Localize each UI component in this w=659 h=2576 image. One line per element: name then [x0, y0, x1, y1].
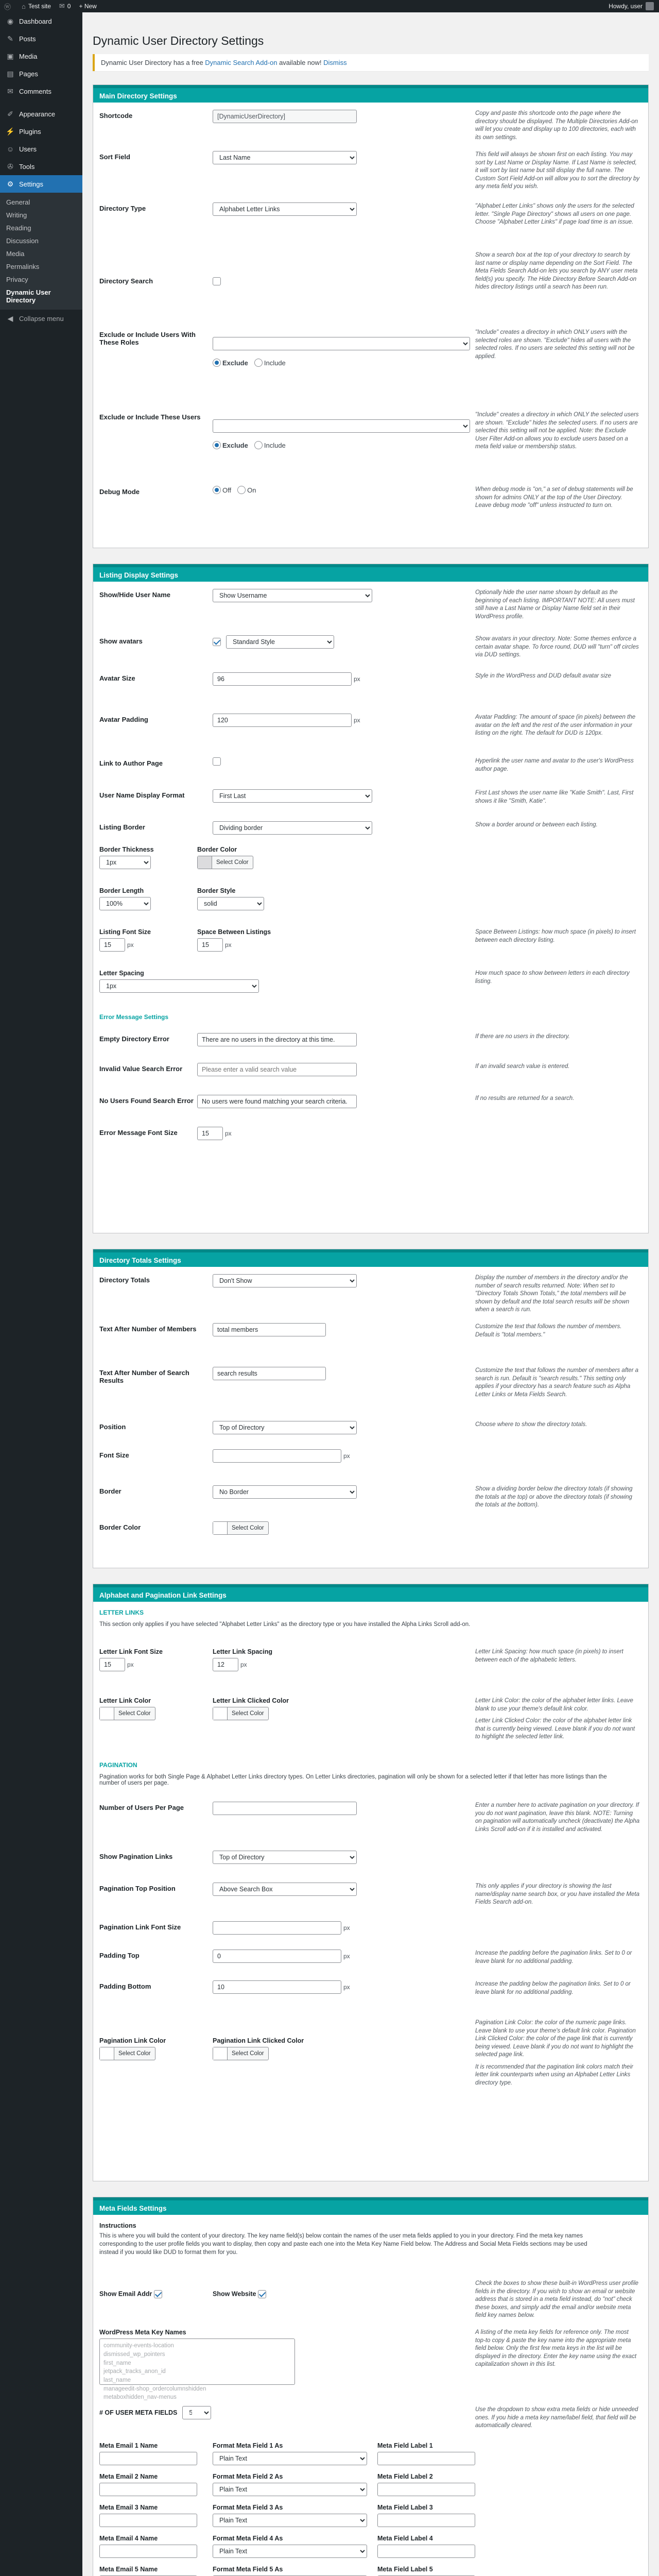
border-thickness-select[interactable]	[99, 856, 151, 869]
wrench-icon: ✇	[7, 162, 13, 171]
meta-field-row: Meta Email 3 Name Format Meta Field 3 As Plain Text Meta Field Label 3	[99, 2504, 642, 2535]
debug-help: When debug mode is "on," a set of debug statements will be shown for admins ONLY at the top of the User Directory. Leave debug mode "off" unless instructed to turn on.	[475, 486, 633, 509]
meta-format-select[interactable]	[213, 2483, 367, 2496]
errfont-label: Error Message Font Size	[99, 1129, 178, 1137]
admin-menu	[0, 12, 82, 2576]
menu-item-dashboard[interactable]: ◉ Dashboard	[0, 12, 82, 30]
border-color-picker[interactable]: Select Color	[197, 856, 253, 869]
border-length-select[interactable]	[99, 897, 151, 910]
listing-settings-section: Listing Display Settings Show/Hide User Name Show Username Optionally hide the user name shown by default as the beginning of each listing. IMPORTANT NOTE: All users must still have a Last Name or Display Name field set in their WordPress profile. Show avatars Standard Style Show avatars in your directory. Note: Some themes enforce a certain avatar shape. To force round, DUD will "turn" off circles via DUD settings. Avatar Size 96 px Style in the WordPress and DUD default avatar size Avatar Padding 120 px Avatar Padding: The amount of space (in pixels) between the avatar on the left and the rest of the user information in your listing on the right. The default for DUD is 120px. Link to Author Page Hyperlink the user name and avatar to the user's WordPress author page. User Name Display Format First Last First Last shows the user name like "Katie Smith". Last, First shows it like "Smith, Katie". Listing Border Dividing border Show a border around or between each listing. Border Thickness 1px Border Color Select Color Border Length 100% Border Style solid Listing Font Size 15px Space Between Listings 15px Space Between Listings: how much space (in pixels) to insert between each directory listing. Letter Spacing 1px How much space to show between letters in each directory listing. Error Message Settings Empty Directory Error There are no users in the directory at this time. If there are no users in the directory. Invalid Value Search Error Please enter a valid search value If an invalid search value is entered. No Users Found Search Error No users were found matching your search criteria. If no results are returned for a search. Error Message Font Size 15 px	[93, 564, 649, 1233]
menu-item-plugins[interactable]: ⚡ Plugins	[6, 127, 41, 135]
padding-top-input[interactable]	[213, 1950, 341, 1963]
updates-link[interactable]: ✉ 0	[59, 2, 71, 10]
showhide-label: Show/Hide User Name	[99, 591, 170, 599]
error-settings-heading: Error Message Settings	[99, 1013, 169, 1021]
submenu-item[interactable]: Privacy	[6, 276, 28, 283]
meta-field-row: Meta Email 1 Name Format Meta Field 1 As Plain Text Meta Field Label 1	[99, 2442, 642, 2473]
dirtype-label: Directory Type	[99, 205, 146, 212]
totals-border-color-picker[interactable]: Select Color	[213, 1521, 269, 1535]
exclude-roles-help: "Include" creates a directory in which ONLY users with the selected roles are shown. "Exclude" hides all users with the selected roles. If no users are selected this setting will not be applied.	[475, 329, 635, 360]
text-after-results-input[interactable]	[213, 1367, 326, 1380]
page-title: Dynamic User Directory Settings	[93, 34, 264, 47]
main-content	[93, 12, 649, 2576]
userdisp-help: First Last shows the user name like "Katie Smith". Last, First shows it like "Smith, Katie".	[475, 790, 634, 804]
meta-key-name-input[interactable]	[99, 2545, 197, 2558]
show-username-select[interactable]	[213, 589, 372, 602]
letter-links-heading: LETTER LINKS	[99, 1609, 144, 1616]
letter-link-spacing-input[interactable]	[213, 1658, 238, 1671]
sort-label: Sort Field	[99, 153, 130, 161]
border-style-select[interactable]	[197, 897, 264, 910]
meta-field-label-input[interactable]	[377, 2545, 475, 2558]
user-icon: ☺	[6, 145, 14, 153]
wordpress-logo[interactable]	[0, 0, 18, 12]
debug-on-radio[interactable]: On	[237, 486, 256, 494]
totals-settings-section: Directory Totals Settings Directory Totals Don't Show Display the number of members in the directory and/or the number of search results returned. Note: When set to "Directory Totals Shown Totals," the total members will be shown by default and the total search results will be shown when a search is run. Text After Number of Members total members Customize the text that follows the number of members. Default is "total members." Text After Number of Search Results search results Customize the text that follows the number of members after a search is run. Default is "search results." This setting only applies if your directory has a search feature such as Alpha Letter Links or Meta Fields Search. Position Top of Directory Choose where to show the directory totals. Font Size px Border No Border Show a dividing border below the directory totals (if showing the totals at the top) or above the directory totals (if showing the totals at the bottom). Border Color Select Color	[93, 1249, 649, 1568]
collapse-menu-button[interactable]: ◀ Collapse menu	[0, 310, 82, 327]
menu-item-settings[interactable]: ⚙ Settings	[0, 175, 82, 193]
sort-help: This field will always be shown first on each listing. You may sort by Last Name or Display Name. If Last Name is selected, it will sort by last name but still display the full name. The Custom Sort Field Add-on will allow you to sort the directory by any meta field you wish.	[475, 151, 640, 190]
pagination-font-input[interactable]	[213, 1921, 341, 1935]
border-label: Listing Border	[99, 823, 145, 831]
collapse-icon: ◀	[7, 314, 13, 323]
invalid-search-input[interactable]	[197, 1063, 357, 1076]
menu-item-pages[interactable]: ▤ Pages	[0, 65, 82, 82]
letter-link-font-input[interactable]	[99, 1658, 125, 1671]
space-between-input[interactable]	[197, 938, 223, 952]
shortcode-field[interactable]	[213, 110, 357, 123]
admin-bar	[0, 0, 659, 12]
submenu-item[interactable]: Dynamic User Directory	[6, 289, 51, 304]
section-header: Alphabet and Pagination Link Settings	[93, 1584, 648, 1602]
avsize-help: Style in the WordPress and DUD default avatar size	[475, 673, 611, 679]
meta-field-label-input[interactable]	[377, 2483, 475, 2496]
meta-key-name-input[interactable]	[99, 2514, 197, 2527]
avatar	[646, 2, 654, 10]
meta-field-row: Meta Email 5 Name Format Meta Field 5 As Plain Text Meta Field Label 5	[99, 2566, 642, 2576]
submenu-item[interactable]: Reading	[6, 224, 31, 232]
listing-font-size-input[interactable]	[99, 938, 125, 952]
empty-directory-input[interactable]	[197, 1033, 357, 1046]
submenu-item[interactable]: Writing	[6, 211, 27, 219]
avatars-label: Show avatars	[99, 637, 143, 645]
empty-label: Empty Directory Error	[99, 1035, 169, 1043]
section-header: Main Directory Settings	[93, 85, 648, 103]
page-icon: ▤	[7, 69, 14, 78]
user-account-menu[interactable]: Howdy, user	[609, 2, 659, 10]
show-email-checkbox[interactable]	[154, 2290, 162, 2298]
totals-font-size-input[interactable]	[213, 1449, 341, 1463]
exclude-roles-label: Exclude or Include Users With These Roles	[99, 331, 196, 346]
authorpage-help: Hyperlink the user name and avatar to the user's WordPress author page.	[475, 758, 634, 772]
avpad-label: Avatar Padding	[99, 716, 148, 723]
plug-icon: ⚡	[6, 127, 15, 135]
sort-field-select[interactable]	[213, 151, 357, 164]
meta-field-row: Meta Email 2 Name Format Meta Field 2 As Plain Text Meta Field Label 2	[99, 2473, 642, 2504]
letter-link-color-picker[interactable]: Select Color	[99, 1707, 155, 1720]
showhide-help: Optionally hide the user name shown by default as the beginning of each listing. IMPORTANT NOTE: All users must still have a Last Name or Display Name field set in their WordPress profile.	[475, 589, 635, 620]
notice-dismiss-link[interactable]: Dismiss	[323, 59, 347, 66]
home-icon: ⌂	[22, 2, 26, 10]
invalid-label: Invalid Value Search Error	[99, 1065, 183, 1073]
site-name-link[interactable]: ⌂ Test site	[22, 2, 51, 10]
directory-type-select[interactable]	[213, 202, 357, 216]
section-header: Listing Display Settings	[93, 564, 648, 582]
meta-key-name-input[interactable]	[99, 2452, 197, 2465]
settings-icon: ⚙	[7, 179, 14, 188]
meta-field-label-input[interactable]	[377, 2452, 475, 2465]
media-icon: ▣	[7, 52, 14, 60]
nousers-label: No Users Found Search Error	[99, 1097, 194, 1105]
search-help: Show a search box at the top of your directory to search by last name or display name depending on the Sort Field. The Meta Fields Search Add-on lets you search by ANY user meta field(s) you specify. The Hide Directory Before Search Add-on hides directory listings until a search has been run.	[475, 252, 638, 291]
submenu-item[interactable]: Permalinks	[6, 263, 40, 270]
shortcode-help: Copy and paste this shortcode onto the page where the directory should be displayed. The Multiple Directories Add-on will let you create and display up to 100 directories, each with its own settings.	[475, 110, 638, 141]
menu-item-comments[interactable]: ✉ Comments	[0, 82, 82, 100]
exclude-users-help: "Include" creates a directory in which ONLY the selected users are shown. "Exclude" hides the selected users. If no users are selected this setting will not be applied. Note: the Exclude User Filter Add-on allows you to exclude users based on a meta field value or membership status.	[475, 412, 639, 450]
error-font-size-input[interactable]	[197, 1127, 223, 1140]
include-roles-radio[interactable]: Include	[254, 359, 286, 367]
show-pagination-select[interactable]	[213, 1851, 357, 1864]
section-header: Meta Fields Settings	[93, 2197, 648, 2215]
brush-icon: ✐	[7, 109, 13, 118]
letterspace-help: How much space to show between letters in each directory listing.	[475, 970, 630, 985]
main-settings-section	[93, 84, 649, 548]
meta-field-row: Meta Email 4 Name Format Meta Field 4 As Plain Text Meta Field Label 4	[99, 2535, 642, 2566]
userdisp-label: User Name Display Format	[99, 791, 185, 799]
pagination-position-select[interactable]	[213, 1883, 357, 1896]
users-per-page-input[interactable]	[213, 1802, 357, 1815]
submenu-item[interactable]: General	[6, 198, 30, 206]
addon-notice: Dynamic User Directory has a free Dynamic Search Add-on available now! Dismiss	[93, 54, 649, 71]
alpha-settings-section: Alphabet and Pagination Link Settings LETTER LINKS This section only applies if you have selected "Alphabet Letter Links" as the directory type or you have installed the Alpha Links Scroll add-on. Letter Link Font Size 15px Letter Link Spacing 12px Letter Link Spacing: how much space (in pixels) to insert between each of the alphabetic letters. Letter Link Color Select Color Letter Link Clicked Color Select Color Letter Link Color: the color of the alphabet letter links. Leave blank to use your theme's default link color. Letter Link Clicked Color: the color of the alphabet letter link that is currently being viewed. Leave blank if you do not want to highlight the selected letter link. PAGINATION Pagination works for both Single Page & Alphabet Letter Links directory types. On Letter Links directories, pagination will only be shown for a selected letter if that letter has more listings than the number of users per page. Number of Users Per Page Enter a number here to activate pagination on your directory. If you do not want pagination, leave this blank. NOTE: Turning on pagination will automatically uncheck (deactivate) the Alpha Links Scroll add-on if it is installed and activated. Show Pagination Links Top of Directory Pagination Top Position Above Search Box This only applies if your directory is showing the last name/display name search box, or you have installed the Meta Fields Search add-on. Pagination Link Font Size px Padding Top 0 px Increase the padding before the pagination links. Set to 0 or leave blank for no additional padding. Padding Bottom 10 px Increase the padding below the pagination links. Set to 0 or leave blank for no additional padding. Pagination Link Color Select Color Pagination Link Clicked Color Select Color Pagination Link Color: the color of the numeric page links. Leave blank to use your theme's default link color. Pagination Link Clicked Color: the color of the page link that is currently being viewed. Leave blank if you do not want to highlight the selected page link. It is recommended that the pagination link colors match their letter link counterparts when using an Alphabet Letter Links directory type.	[93, 1584, 649, 2181]
debug-off-radio[interactable]: Off	[213, 486, 231, 494]
roles-select[interactable]	[213, 337, 470, 350]
meta-key-names-list[interactable]: community-events-location dismissed_wp_pointers first_name jetpack_tracks_anon_id last_name manageedit-shop_ordercolumnshidden metaboxhidden_nav-menus	[99, 2338, 295, 2385]
space-help: Space Between Listings: how much space (in pixels) to insert between each directory listing.	[475, 929, 636, 943]
comment-icon: ✉	[59, 2, 65, 10]
notice-addon-link[interactable]: Dynamic Search Add-on	[205, 59, 278, 66]
pagination-heading: PAGINATION	[99, 1761, 137, 1769]
meta-format-select[interactable]	[213, 2452, 367, 2465]
wordpress-icon: ⓦ	[4, 3, 11, 11]
show-avatars-checkbox[interactable]	[213, 638, 221, 646]
avatar-padding-input[interactable]	[213, 714, 352, 727]
avsize-label: Avatar Size	[99, 674, 135, 682]
avpad-help: Avatar Padding: The amount of space (in pixels) between the avatar on the left and the rest of the user information in your listing on the right. The default for DUD is 120px.	[475, 714, 636, 737]
submenu-item[interactable]: Media	[6, 250, 25, 258]
border-help: Show a border around or between each listing.	[475, 822, 598, 828]
avatar-style-select[interactable]	[226, 635, 334, 649]
meta-format-select[interactable]	[213, 2514, 367, 2527]
section-header: Directory Totals Settings	[93, 1249, 648, 1267]
meta-key-name-input[interactable]	[99, 2483, 197, 2496]
dashboard-icon: ◉	[7, 16, 14, 25]
menu-item-posts[interactable]: ✎ Posts	[0, 30, 82, 47]
no-users-input[interactable]	[197, 1095, 357, 1108]
user-name-format-select[interactable]	[213, 789, 372, 803]
new-content-link[interactable]: + New	[79, 3, 97, 10]
directory-search-checkbox[interactable]	[213, 277, 221, 285]
dirtype-help: "Alphabet Letter Links" shows only the users for the selected letter. "Single Page Directory" shows all users on one page. Choose "Alphabet Letter Links" if page load time is an issue.	[475, 203, 634, 226]
totals-position-select[interactable]	[213, 1421, 357, 1434]
comment-icon: ✉	[7, 87, 13, 95]
text-after-members-input[interactable]	[213, 1323, 326, 1336]
exclude-roles-radio[interactable]: Exclude	[213, 359, 248, 367]
meta-format-select[interactable]	[213, 2545, 367, 2558]
exclude-users-label: Exclude or Include These Users	[99, 413, 201, 421]
totals-border-select[interactable]	[213, 1485, 357, 1499]
letter-spacing-select[interactable]	[99, 979, 259, 993]
users-select[interactable]	[213, 419, 470, 433]
debug-label: Debug Mode	[99, 488, 140, 496]
shortcode-label: Shortcode	[99, 112, 133, 120]
num-meta-fields-select[interactable]	[182, 2406, 211, 2419]
authorpage-label: Link to Author Page	[99, 759, 163, 767]
pin-icon: ✎	[7, 34, 13, 43]
pagination-color-picker[interactable]: Select Color	[99, 2047, 155, 2060]
show-website-checkbox[interactable]	[258, 2290, 266, 2298]
exclude-users-radio[interactable]: Exclude	[213, 441, 248, 449]
avatar-size-input[interactable]	[213, 672, 352, 686]
meta-field-label-input[interactable]	[377, 2514, 475, 2527]
avatars-help: Show avatars in your directory. Note: Some themes enforce a certain avatar shape. To force round, DUD will "turn" off circles via DUD settings.	[475, 636, 639, 658]
search-label: Directory Search	[99, 277, 153, 285]
padding-bottom-input[interactable]	[213, 1980, 341, 1994]
submenu-item[interactable]: Discussion	[6, 237, 39, 245]
author-page-checkbox[interactable]	[213, 757, 221, 766]
pagination-clicked-color-picker[interactable]: Select Color	[213, 2047, 269, 2060]
menu-item-media[interactable]: ▣ Media	[0, 47, 82, 65]
settings-submenu	[0, 193, 82, 310]
menu-item-appearance[interactable]: ✐ Appearance	[0, 105, 82, 123]
letter-link-clicked-color-picker[interactable]: Select Color	[213, 1707, 269, 1720]
include-users-radio[interactable]: Include	[254, 441, 286, 449]
directory-totals-select[interactable]	[213, 1274, 357, 1287]
listing-border-select[interactable]	[213, 821, 372, 835]
menu-item-users[interactable]: ☺ Users	[0, 140, 82, 158]
menu-item-tools[interactable]: ✇ Tools	[0, 158, 82, 175]
meta-settings-section: Meta Fields Settings Instructions This is where you will build the content of your directory. The key name field(s) below contain the names of the user meta fields applied to you in your directory. Find the meta key names corresponding to the user profile fields you want to display, then copy and paste each one into the Meta Key Name Field below. The Address and Social Meta Fields sections may be used instead if you would like DUD to format them for you. Show Email Addr Show Website Check the boxes to show these built-in WordPress user profile fields in the directory. If you wish to show an email or website address that is stored in a meta field instead, do "not" check these boxes, and simply add the email and/or website meta field key names below. WordPress Meta Key Names community-events-location dismissed_wp_pointers first_name jetpack_tracks_anon_id last_name manageedit-shop_ordercolumnshidden metaboxhidden_nav-menus A listing of the meta key fields for reference only. The most top-to copy & paste the key name into the appropriate meta field below. Only the first few meta keys in the list will be displayed in the directory. Enter the key name using the exact capitalization shown in this list. # OF USER META FIELDS 5 Use the dropdown to show extra meta fields or hide unneeded ones. If you hide a meta key name/label field, that field will be automatically cleared. Meta Email 1 Name Format Meta Field 1 As Plain Text Meta Field Label 1 Meta Email 2 Name Format Meta Field 2 As Plain Text Meta Field Label 2 Meta Email 3 Name Format Meta Field 3 As Plain Text Meta Field Label 3 Meta Email 4 Name Format Meta Field 4 As Plain Text Meta Field Label 4 Meta Email 5 Name Format Meta Field 5 As Plain Text Meta Field Label 5	[93, 2197, 649, 2576]
